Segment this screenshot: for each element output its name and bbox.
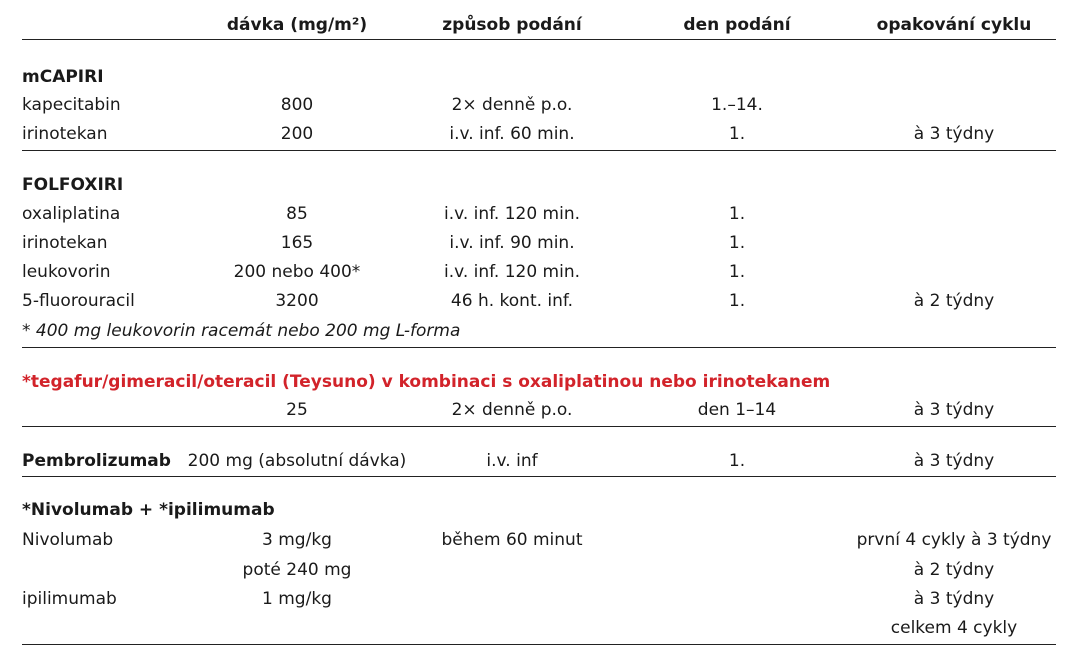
cell-day: 1. (728, 291, 746, 311)
cell-route: 46 h. kont. inf. (450, 291, 574, 311)
cell-drug: Nivolumab (22, 530, 114, 550)
cell-day: den 1–14 (697, 400, 777, 420)
cell-drug: leukovorin (22, 262, 111, 282)
cell-route: i.v. inf. 60 min. (449, 124, 575, 144)
cell-route: 2× denně p.o. (451, 400, 573, 420)
cell-cycle: à 3 týdny (913, 451, 995, 471)
cell-route: i.v. inf. 120 min. (443, 204, 581, 224)
cell-route: i.v. inf. 120 min. (443, 262, 581, 282)
cell-dose: 200 nebo 400* (233, 262, 361, 282)
cell-dose: 800 (280, 95, 314, 115)
divider (22, 347, 1056, 348)
cell-dose: 25 (286, 400, 308, 420)
cell-route: během 60 minut (441, 530, 583, 550)
cell-cycle: à 3 týdny (913, 589, 995, 609)
cell-day: 1. (728, 262, 746, 282)
cell-dose: 200 mg (absolutní dávka) (187, 451, 407, 471)
header-cycle: opakování cyklu (876, 15, 1032, 35)
cell-dose: 1 mg/kg (262, 589, 332, 609)
divider (22, 426, 1056, 427)
divider (22, 39, 1056, 40)
section-title-folfoxiri: FOLFOXIRI (22, 175, 124, 195)
divider (22, 476, 1056, 477)
cell-dose: poté 240 mg (242, 560, 352, 580)
cell-drug: ipilimumab (22, 589, 117, 609)
header-dose: dávka (mg/m²) (226, 15, 368, 35)
cell-day: 1. (728, 451, 746, 471)
cell-dose: 3200 (275, 291, 319, 311)
section-title-mcapiri: mCAPIRI (22, 67, 104, 87)
cell-route: 2× denně p.o. (451, 95, 573, 115)
cell-cycle: à 3 týdny (913, 400, 995, 420)
section-title-teysuno: *tegafur/gimeracil/oteracil (Teysuno) v kombinaci s oxaliplatinou nebo irinotekanem (22, 372, 831, 392)
cell-dose: 200 (280, 124, 314, 144)
divider (22, 150, 1056, 151)
cell-drug: irinotekan (22, 124, 108, 144)
cell-cycle: celkem 4 cykly (890, 618, 1018, 638)
cell-dose: 85 (286, 204, 308, 224)
cell-cycle: à 3 týdny (913, 124, 995, 144)
cell-drug: kapecitabin (22, 95, 121, 115)
cell-drug: 5-fluorouracil (22, 291, 135, 311)
cell-drug: oxaliplatina (22, 204, 121, 224)
cell-cycle: à 2 týdny (913, 560, 995, 580)
cell-route: i.v. inf (486, 451, 538, 471)
cell-cycle: první 4 cykly à 3 týdny (856, 530, 1052, 550)
cell-day: 1.–14. (711, 95, 763, 115)
cell-drug: irinotekan (22, 233, 108, 253)
header-day: den podání (683, 15, 791, 35)
cell-day: 1. (728, 124, 746, 144)
cell-day: 1. (728, 204, 746, 224)
footnote: * 400 mg leukovorin racemát nebo 200 mg L-forma (22, 321, 461, 341)
header-route: způsob podání (442, 15, 582, 35)
cell-dose: 3 mg/kg (262, 530, 332, 550)
cell-cycle: à 2 týdny (913, 291, 995, 311)
divider (22, 644, 1056, 645)
section-title-nivolumab-ipilimumab: *Nivolumab + *ipilimumab (22, 500, 275, 520)
cell-route: i.v. inf. 90 min. (449, 233, 575, 253)
section-title-pembrolizumab: Pembrolizumab (22, 451, 171, 471)
cell-day: 1. (728, 233, 746, 253)
cell-dose: 165 (280, 233, 314, 253)
